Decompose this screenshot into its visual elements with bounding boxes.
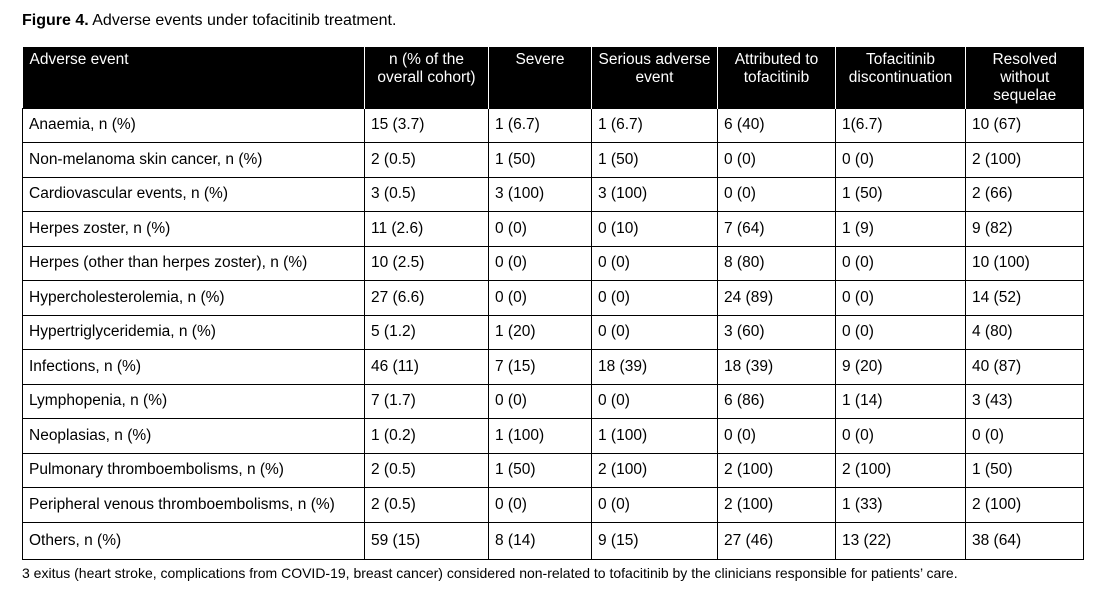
value-cell: 3 (100) (592, 177, 718, 212)
value-cell: 1 (100) (592, 419, 718, 454)
value-cell: 2 (100) (718, 488, 836, 523)
value-cell: 9 (82) (966, 212, 1084, 247)
column-header: Severe (489, 47, 592, 108)
table-footnote: 3 exitus (heart stroke, complications from COVID-19, breast cancer) considered non-related to tofacitinib by the clinicians responsible for patients’ care. (22, 565, 958, 581)
value-cell: 8 (14) (489, 522, 592, 559)
table-body (23, 108, 1084, 559)
value-cell: 2 (100) (966, 488, 1084, 523)
column-header: Tofacitinib discontinuation (836, 47, 966, 108)
value-cell: 10 (67) (966, 108, 1084, 143)
value-cell: 14 (52) (966, 281, 1084, 316)
value-cell: 0 (0) (836, 419, 966, 454)
value-cell: 7 (1.7) (365, 384, 489, 419)
table-header (23, 47, 1084, 108)
event-name-cell: Herpes (other than herpes zoster), n (%) (23, 246, 365, 281)
value-cell: 0 (0) (718, 177, 836, 212)
value-cell: 1 (6.7) (489, 108, 592, 143)
value-cell: 0 (0) (836, 315, 966, 350)
value-cell: 13 (22) (836, 522, 966, 559)
value-cell: 15 (3.7) (365, 108, 489, 143)
event-name-cell: Neoplasias, n (%) (23, 419, 365, 454)
column-header: Attributed to tofacitinib (718, 47, 836, 108)
value-cell: 0 (0) (718, 419, 836, 454)
table-row (23, 281, 1084, 316)
value-cell: 40 (87) (966, 350, 1084, 385)
value-cell: 3 (0.5) (365, 177, 489, 212)
value-cell: 59 (15) (365, 522, 489, 559)
table-row (23, 350, 1084, 385)
event-name-cell: Anaemia, n (%) (23, 108, 365, 143)
table-row (23, 246, 1084, 281)
value-cell: 38 (64) (966, 522, 1084, 559)
value-cell: 2 (100) (592, 453, 718, 488)
table-row (23, 419, 1084, 454)
event-name-cell: Herpes zoster, n (%) (23, 212, 365, 247)
event-name-cell: Hypertriglyceridemia, n (%) (23, 315, 365, 350)
value-cell: 0 (0) (836, 143, 966, 178)
table-row (23, 315, 1084, 350)
event-name-cell: Pulmonary thromboembolisms, n (%) (23, 453, 365, 488)
value-cell: 2 (66) (966, 177, 1084, 212)
value-cell: 7 (64) (718, 212, 836, 247)
value-cell: 2 (0.5) (365, 488, 489, 523)
value-cell: 0 (0) (966, 419, 1084, 454)
value-cell: 9 (20) (836, 350, 966, 385)
value-cell: 0 (0) (718, 143, 836, 178)
value-cell: 1 (50) (836, 177, 966, 212)
value-cell: 3 (100) (489, 177, 592, 212)
event-name-cell: Peripheral venous thromboembolisms, n (%) (23, 488, 365, 523)
value-cell: 3 (60) (718, 315, 836, 350)
value-cell: 9 (15) (592, 522, 718, 559)
value-cell: 0 (0) (836, 246, 966, 281)
table-row (23, 108, 1084, 143)
value-cell: 1 (20) (489, 315, 592, 350)
value-cell: 0 (10) (592, 212, 718, 247)
figure-title: Adverse events under tofacitinib treatment. (88, 12, 397, 29)
column-header: n (% of the overall cohort) (365, 47, 489, 108)
event-name-cell: Hypercholesterolemia, n (%) (23, 281, 365, 316)
event-name-cell: Others, n (%) (23, 522, 365, 559)
column-header-adverse-event: Adverse event (23, 47, 365, 108)
value-cell: 1 (9) (836, 212, 966, 247)
value-cell: 2 (100) (718, 453, 836, 488)
value-cell: 0 (0) (592, 281, 718, 316)
adverse-events-table (22, 47, 1084, 560)
value-cell: 27 (46) (718, 522, 836, 559)
event-name-cell: Non-melanoma skin cancer, n (%) (23, 143, 365, 178)
value-cell: 10 (2.5) (365, 246, 489, 281)
table-row (23, 143, 1084, 178)
value-cell: 0 (0) (592, 488, 718, 523)
value-cell: 0 (0) (592, 246, 718, 281)
table-row (23, 212, 1084, 247)
column-header: Resolved without sequelae (966, 47, 1084, 108)
event-name-cell: Cardiovascular events, n (%) (23, 177, 365, 212)
figure-caption (22, 11, 396, 31)
value-cell: 2 (100) (966, 143, 1084, 178)
value-cell: 6 (86) (718, 384, 836, 419)
table-row (23, 177, 1084, 212)
value-cell: 1 (0.2) (365, 419, 489, 454)
value-cell: 0 (0) (489, 488, 592, 523)
value-cell: 27 (6.6) (365, 281, 489, 316)
value-cell: 18 (39) (718, 350, 836, 385)
value-cell: 46 (11) (365, 350, 489, 385)
value-cell: 1 (50) (489, 143, 592, 178)
table-row (23, 384, 1084, 419)
table-row (23, 522, 1084, 559)
value-cell: 0 (0) (489, 384, 592, 419)
value-cell: 2 (0.5) (365, 453, 489, 488)
value-cell: 1 (50) (489, 453, 592, 488)
value-cell: 1 (14) (836, 384, 966, 419)
header-row (23, 47, 1084, 108)
column-header: Serious adverse event (592, 47, 718, 108)
value-cell: 18 (39) (592, 350, 718, 385)
value-cell: 1 (6.7) (592, 108, 718, 143)
value-cell: 7 (15) (489, 350, 592, 385)
value-cell: 2 (100) (836, 453, 966, 488)
value-cell: 11 (2.6) (365, 212, 489, 247)
figure-label: Figure 4. (22, 12, 89, 29)
value-cell: 0 (0) (836, 281, 966, 316)
value-cell: 1 (50) (592, 143, 718, 178)
value-cell: 5 (1.2) (365, 315, 489, 350)
event-name-cell: Infections, n (%) (23, 350, 365, 385)
value-cell: 0 (0) (592, 384, 718, 419)
value-cell: 1 (50) (966, 453, 1084, 488)
value-cell: 10 (100) (966, 246, 1084, 281)
table-row (23, 488, 1084, 523)
value-cell: 0 (0) (592, 315, 718, 350)
value-cell: 0 (0) (489, 246, 592, 281)
value-cell: 0 (0) (489, 281, 592, 316)
value-cell: 4 (80) (966, 315, 1084, 350)
value-cell: 24 (89) (718, 281, 836, 316)
value-cell: 2 (0.5) (365, 143, 489, 178)
value-cell: 6 (40) (718, 108, 836, 143)
value-cell: 8 (80) (718, 246, 836, 281)
value-cell: 1 (100) (489, 419, 592, 454)
value-cell: 3 (43) (966, 384, 1084, 419)
value-cell: 1(6.7) (836, 108, 966, 143)
table-row (23, 453, 1084, 488)
event-name-cell: Lymphopenia, n (%) (23, 384, 365, 419)
value-cell: 1 (33) (836, 488, 966, 523)
value-cell: 0 (0) (489, 212, 592, 247)
